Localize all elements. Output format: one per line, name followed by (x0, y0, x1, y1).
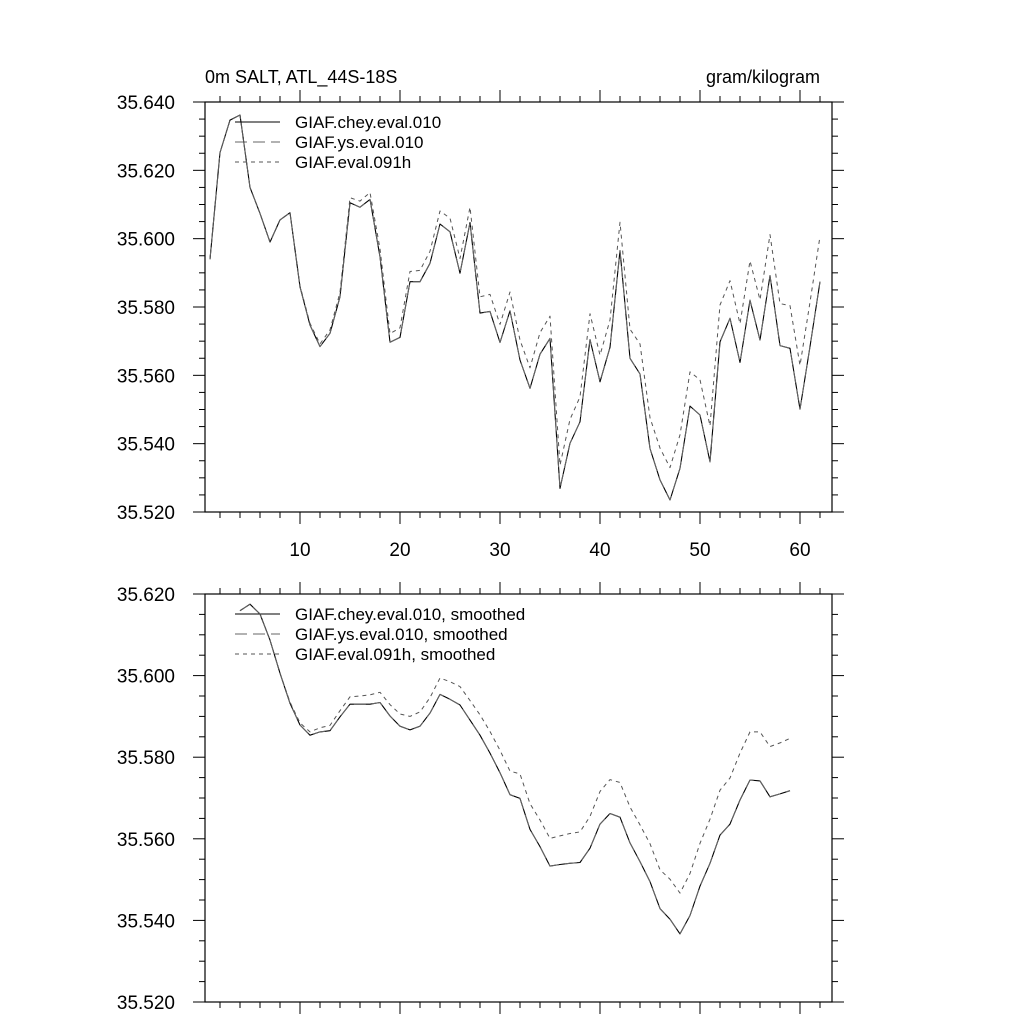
y-tick-label: 35.640 (116, 93, 175, 114)
y-tick-label: 35.560 (116, 829, 175, 851)
y-tick-label: 35.540 (116, 911, 175, 933)
y-tick-label: 35.620 (116, 161, 175, 183)
legend-label: GIAF.eval.091h (295, 153, 412, 172)
y-tick-label: 35.520 (116, 503, 175, 524)
legend-label: GIAF.ys.eval.010 (295, 133, 424, 152)
x-tick-label: 60 (789, 540, 811, 561)
units-label: gram/kilogram (705, 67, 820, 87)
y-tick-label: 35.600 (116, 666, 175, 688)
y-tick-label: 35.620 (116, 585, 175, 606)
x-tick-label: 10 (289, 540, 311, 561)
legend-label: GIAF.ys.eval.010, smoothed (295, 625, 508, 644)
legend-label: GIAF.chey.eval.010, smoothed (295, 605, 526, 624)
series-line-dashed (210, 115, 820, 500)
series-line-solid (210, 115, 820, 500)
bottom-panel-smoothed (117, 582, 844, 1014)
y-tick-label: 35.560 (116, 366, 175, 388)
top-panel (117, 90, 844, 561)
y-tick-label: 35.540 (116, 434, 175, 456)
legend-label: GIAF.eval.091h, smoothed (295, 645, 496, 664)
y-tick-label: 35.600 (116, 229, 175, 251)
y-tick-label: 35.580 (116, 298, 175, 319)
legend-label: GIAF.chey.eval.010 (295, 113, 442, 132)
x-tick-label: 40 (589, 540, 611, 561)
y-tick-label: 35.520 (116, 993, 175, 1014)
chart-title: 0m SALT, ATL_44S-18S (205, 67, 398, 87)
x-tick-label: 30 (489, 540, 511, 561)
x-tick-label: 20 (389, 540, 411, 561)
x-tick-label: 50 (689, 540, 711, 561)
y-tick-label: 35.580 (116, 748, 175, 770)
